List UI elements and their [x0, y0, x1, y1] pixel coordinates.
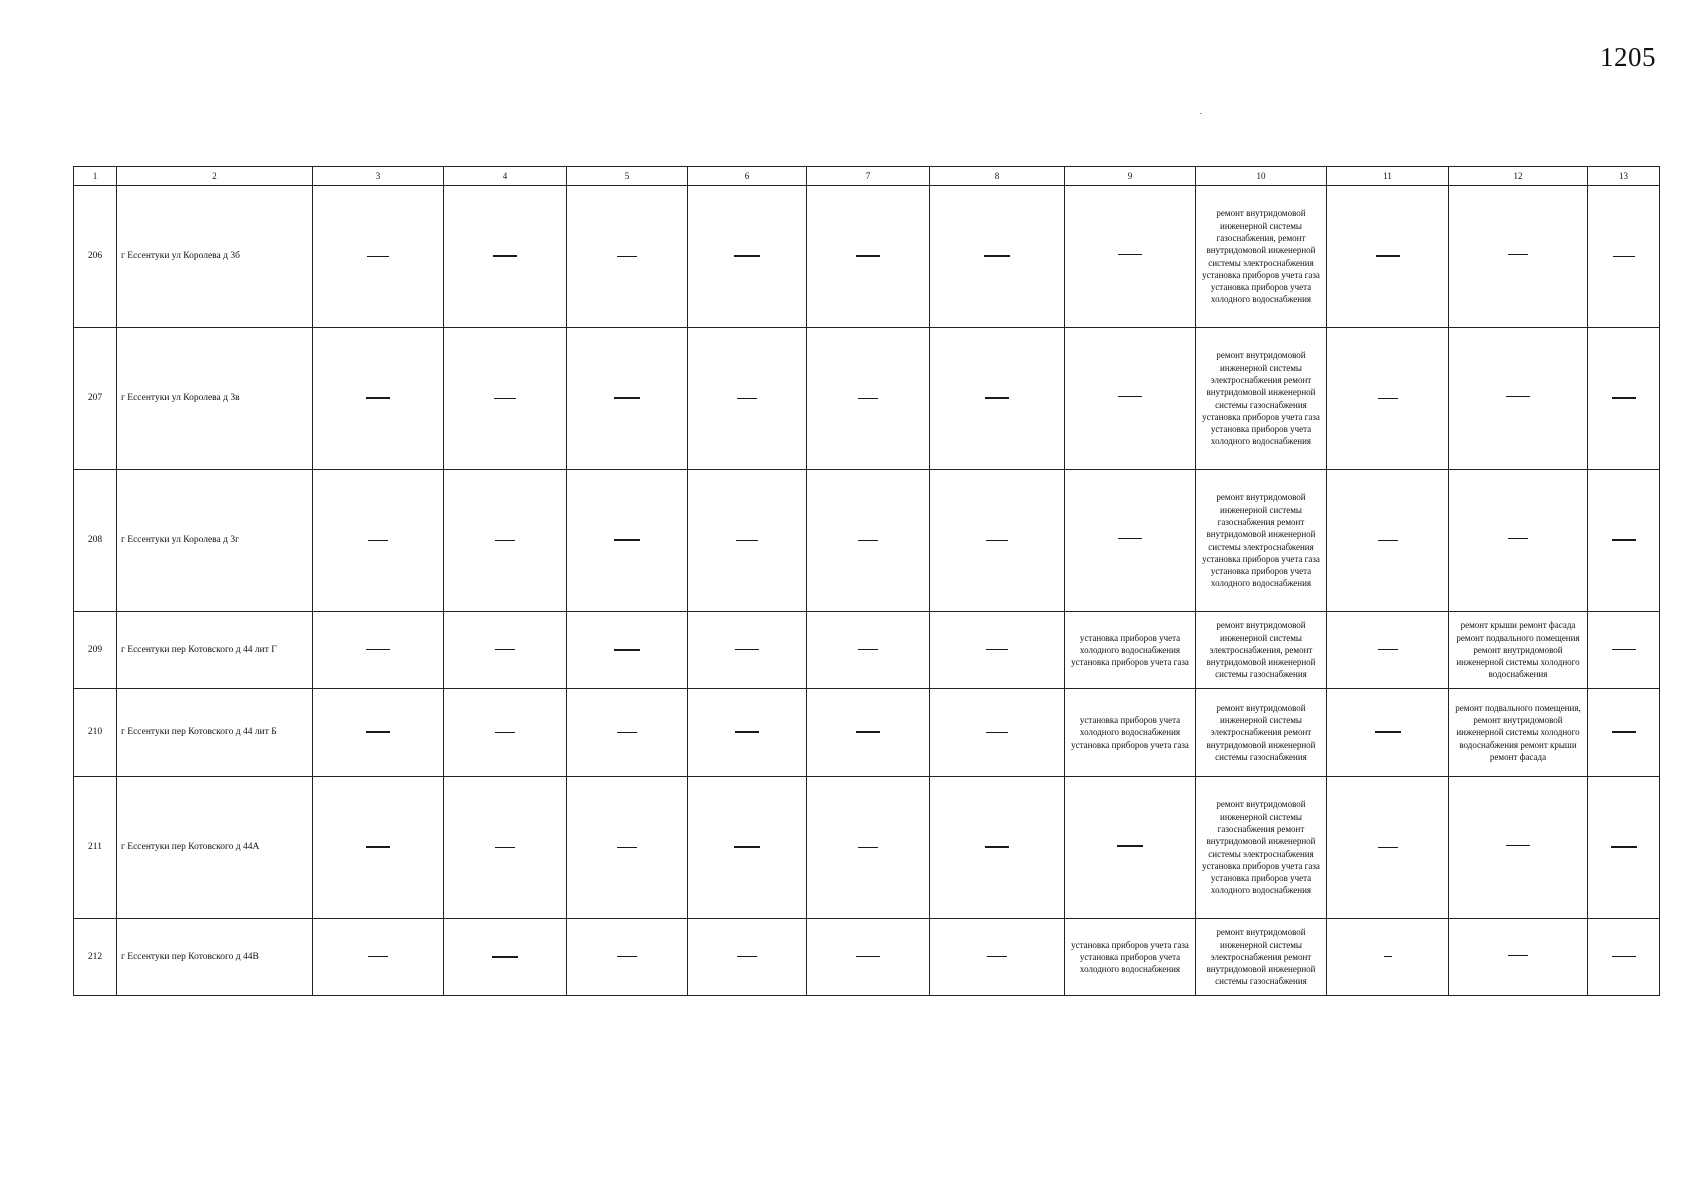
works-col12-cell — [1449, 470, 1588, 612]
empty-cell — [688, 689, 807, 777]
works-col12-cell — [1449, 186, 1588, 328]
empty-cell — [313, 777, 444, 919]
empty-cell — [567, 186, 688, 328]
table-row — [74, 470, 1660, 612]
empty-cell — [1327, 612, 1449, 689]
empty-cell — [930, 919, 1065, 996]
dash-mark — [1117, 845, 1143, 847]
dash-mark — [1612, 539, 1636, 541]
works-col12-cell: ремонт крыши ремонт фасада ремонт подвального помещения ремонт внутридомовой инженерной системы холодного водоснабжения — [1449, 612, 1588, 689]
column-number: 6 — [688, 167, 807, 186]
dash-mark — [614, 397, 640, 399]
dash-mark — [368, 540, 388, 541]
empty-cell — [930, 689, 1065, 777]
empty-cell — [1327, 777, 1449, 919]
empty-cell — [1588, 612, 1660, 689]
dash-mark — [495, 847, 515, 848]
address-cell: г Ессентуки ул Королева д 3в — [117, 328, 313, 470]
dash-mark — [858, 398, 878, 399]
empty-cell — [807, 328, 930, 470]
row-number: 211 — [74, 777, 117, 919]
empty-cell — [807, 777, 930, 919]
dash-mark — [858, 540, 878, 541]
row-number: 206 — [74, 186, 117, 328]
empty-cell — [1588, 777, 1660, 919]
table-row — [74, 689, 1660, 777]
works-col12-cell — [1449, 328, 1588, 470]
empty-cell — [1588, 689, 1660, 777]
empty-cell — [444, 612, 567, 689]
works-col9-cell — [1065, 777, 1196, 919]
column-number-row — [74, 167, 1660, 186]
works-col10-cell: ремонт внутридомовой инженерной системы электроснабжения ремонт внутридомовой инженерной системы газоснабжения — [1196, 689, 1327, 777]
empty-cell — [1327, 689, 1449, 777]
dash-mark — [986, 540, 1008, 541]
dash-mark — [1378, 540, 1398, 541]
dash-mark — [617, 732, 637, 733]
works-col12-cell — [1449, 777, 1588, 919]
works-col9-cell — [1065, 186, 1196, 328]
dash-mark — [987, 956, 1007, 957]
empty-cell — [688, 919, 807, 996]
dash-mark — [985, 397, 1009, 399]
works-col12-cell — [1449, 919, 1588, 996]
empty-cell — [1588, 470, 1660, 612]
dash-mark — [494, 398, 516, 399]
dash-mark — [856, 731, 880, 733]
empty-cell — [1327, 470, 1449, 612]
dash-mark — [617, 956, 637, 957]
dash-mark — [858, 847, 878, 848]
empty-cell — [444, 689, 567, 777]
dash-mark — [614, 649, 640, 651]
column-number: 13 — [1588, 167, 1660, 186]
dash-mark — [617, 847, 637, 848]
row-number: 210 — [74, 689, 117, 777]
dash-mark — [495, 540, 515, 541]
empty-cell — [313, 919, 444, 996]
dash-mark — [366, 397, 390, 399]
dash-mark — [614, 539, 640, 541]
dash-mark — [856, 255, 880, 257]
column-number: 4 — [444, 167, 567, 186]
empty-cell — [688, 470, 807, 612]
page-number: 1205 — [1600, 42, 1656, 72]
empty-cell — [444, 777, 567, 919]
dash-mark — [1378, 398, 1398, 399]
dash-mark — [495, 732, 515, 733]
dash-mark — [856, 956, 880, 958]
empty-cell — [930, 328, 1065, 470]
empty-cell — [688, 186, 807, 328]
empty-cell — [1327, 186, 1449, 328]
dash-mark — [1376, 255, 1400, 257]
dash-mark — [368, 956, 388, 957]
table-row — [74, 777, 1660, 919]
dash-mark — [1508, 254, 1528, 255]
dash-mark — [1384, 956, 1392, 957]
empty-cell — [1588, 919, 1660, 996]
empty-cell — [444, 919, 567, 996]
address-cell: г Ессентуки пер Котовского д 44А — [117, 777, 313, 919]
dash-mark — [736, 540, 758, 541]
empty-cell — [1327, 919, 1449, 996]
empty-cell — [807, 689, 930, 777]
row-number: 208 — [74, 470, 117, 612]
address-cell: г Ессентуки пер Котовского д 44 лит Г — [117, 612, 313, 689]
dash-mark — [858, 649, 878, 650]
housing-repair-table — [73, 166, 1660, 996]
dash-mark — [492, 956, 518, 958]
dash-mark — [366, 846, 390, 848]
dash-mark — [1378, 649, 1398, 650]
dash-mark — [984, 255, 1010, 257]
works-col12-cell: ремонт подвального помещения, ремонт внутридомовой инженерной системы холодного водоснабжения ремонт крыши ремонт фасада — [1449, 689, 1588, 777]
empty-cell — [567, 919, 688, 996]
works-col9-cell — [1065, 470, 1196, 612]
empty-cell — [567, 689, 688, 777]
empty-cell — [807, 919, 930, 996]
works-col10-cell: ремонт внутридомовой инженерной системы электроснабжения ремонт внутридомовой инженерной системы газоснабжения установка приборов учета газа установка приборов учета холодного водоснабжения — [1196, 328, 1327, 470]
empty-cell — [567, 612, 688, 689]
dash-mark — [1508, 538, 1528, 539]
empty-cell — [688, 612, 807, 689]
address-cell: г Ессентуки пер Котовского д 44 лит Б — [117, 689, 313, 777]
dash-mark — [986, 732, 1008, 733]
dash-mark — [495, 649, 515, 650]
works-col9-cell — [1065, 328, 1196, 470]
works-col9-cell: установка приборов учета холодного водоснабжения установка приборов учета газа — [1065, 612, 1196, 689]
dash-mark — [366, 649, 390, 651]
empty-cell — [313, 689, 444, 777]
table-row — [74, 919, 1660, 996]
column-number: 8 — [930, 167, 1065, 186]
dash-mark — [1612, 731, 1636, 733]
address-cell: г Ессентуки ул Королева д 3г — [117, 470, 313, 612]
empty-cell — [444, 470, 567, 612]
dash-mark — [1375, 731, 1401, 733]
empty-cell — [807, 470, 930, 612]
empty-cell — [930, 612, 1065, 689]
dash-mark — [1612, 649, 1636, 651]
dash-mark — [734, 846, 760, 848]
table-row — [74, 186, 1660, 328]
table-row — [74, 328, 1660, 470]
dash-mark — [1508, 955, 1528, 956]
dash-mark — [1506, 845, 1530, 847]
address-cell: г Ессентуки ул Королева д 3б — [117, 186, 313, 328]
empty-cell — [807, 612, 930, 689]
empty-cell — [807, 186, 930, 328]
dash-mark — [734, 255, 760, 257]
works-col10-cell: ремонт внутридомовой инженерной системы электроснабжения ремонт внутридомовой инженерной системы газоснабжения — [1196, 919, 1327, 996]
dash-mark — [493, 255, 517, 257]
dash-mark — [366, 731, 390, 733]
column-number: 9 — [1065, 167, 1196, 186]
works-col10-cell: ремонт внутридомовой инженерной системы газоснабжения ремонт внутридомовой инженерной системы электроснабжения установка приборов учета газа установка приборов учета холодного водоснабжения — [1196, 470, 1327, 612]
empty-cell — [930, 186, 1065, 328]
works-col10-cell: ремонт внутридомовой инженерной системы газоснабжения ремонт внутридомовой инженерной системы электроснабжения установка приборов учета газа установка приборов учета холодного водоснабжения — [1196, 777, 1327, 919]
dash-mark — [737, 398, 757, 399]
dash-mark — [735, 731, 759, 733]
dash-mark — [986, 649, 1008, 650]
column-number: 2 — [117, 167, 313, 186]
empty-cell — [313, 470, 444, 612]
row-number: 212 — [74, 919, 117, 996]
empty-cell — [688, 328, 807, 470]
empty-cell — [567, 328, 688, 470]
works-col10-cell: ремонт внутридомовой инженерной системы электроснабжения, ремонт внутридомовой инженерной системы газоснабжения — [1196, 612, 1327, 689]
empty-cell — [567, 470, 688, 612]
dash-mark — [1118, 254, 1142, 256]
column-number: 7 — [807, 167, 930, 186]
empty-cell — [688, 777, 807, 919]
empty-cell — [444, 186, 567, 328]
dash-mark — [1611, 846, 1637, 848]
column-number: 3 — [313, 167, 444, 186]
table-row — [74, 612, 1660, 689]
dash-mark — [1612, 397, 1636, 399]
empty-cell — [313, 186, 444, 328]
empty-cell — [1588, 328, 1660, 470]
empty-cell — [930, 470, 1065, 612]
dash-mark — [1118, 538, 1142, 540]
empty-cell — [1588, 186, 1660, 328]
dash-mark — [1378, 847, 1398, 848]
column-number: 1 — [74, 167, 117, 186]
dash-mark — [1118, 396, 1142, 398]
scan-speck — [1200, 113, 1202, 114]
empty-cell — [1327, 328, 1449, 470]
column-number: 11 — [1327, 167, 1449, 186]
empty-cell — [930, 777, 1065, 919]
empty-cell — [313, 328, 444, 470]
dash-mark — [1613, 256, 1635, 257]
dash-mark — [735, 649, 759, 651]
dash-mark — [737, 956, 757, 957]
column-number: 5 — [567, 167, 688, 186]
row-number: 207 — [74, 328, 117, 470]
works-col9-cell: установка приборов учета газа установка приборов учета холодного водоснабжения — [1065, 919, 1196, 996]
empty-cell — [444, 328, 567, 470]
dash-mark — [985, 846, 1009, 848]
dash-mark — [1612, 956, 1636, 958]
works-col10-cell: ремонт внутридомовой инженерной системы газоснабжения, ремонт внутридомовой инженерной системы электроснабжения установка приборов учета газа установка приборов учета холодного водоснабжения — [1196, 186, 1327, 328]
dash-mark — [367, 256, 389, 257]
row-number: 209 — [74, 612, 117, 689]
column-number: 10 — [1196, 167, 1327, 186]
address-cell: г Ессентуки пер Котовского д 44В — [117, 919, 313, 996]
empty-cell — [567, 777, 688, 919]
dash-mark — [1506, 396, 1530, 398]
empty-cell — [313, 612, 444, 689]
column-number: 12 — [1449, 167, 1588, 186]
works-col9-cell: установка приборов учета холодного водоснабжения установка приборов учета газа — [1065, 689, 1196, 777]
dash-mark — [617, 256, 637, 257]
